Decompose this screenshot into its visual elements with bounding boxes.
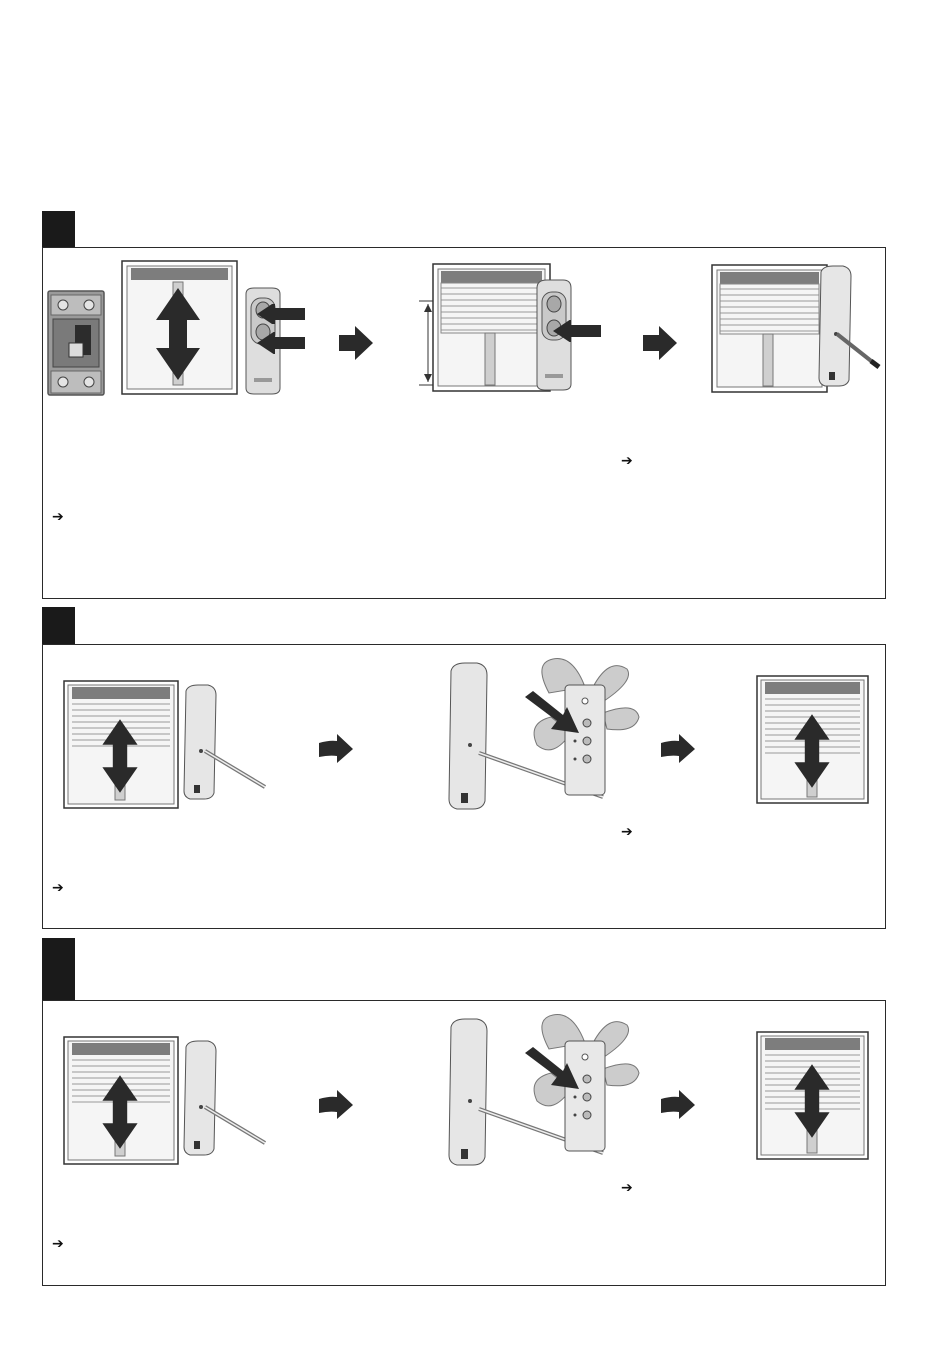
pen-icon bbox=[203, 747, 269, 791]
note-arrow: ➔ bbox=[621, 824, 633, 840]
note-arrow: ➔ bbox=[621, 1180, 633, 1196]
section-2-number-tab bbox=[42, 607, 75, 644]
note-arrow: ➔ bbox=[52, 509, 64, 525]
window-blind-icon bbox=[63, 680, 181, 810]
window-blind-icon bbox=[121, 260, 239, 396]
note-arrow: ➔ bbox=[52, 1236, 64, 1252]
window-blind-icon bbox=[756, 1031, 870, 1161]
step-arrow-icon bbox=[659, 1087, 699, 1123]
section-2-panel bbox=[42, 644, 886, 929]
section-1-panel bbox=[42, 247, 886, 599]
section-3-number-tab bbox=[42, 938, 75, 1000]
remote-control-icon bbox=[815, 264, 855, 390]
circuit-breaker-icon bbox=[47, 289, 107, 397]
note-arrow: ➔ bbox=[621, 453, 633, 469]
step-arrow-icon bbox=[339, 325, 375, 361]
step-arrow-icon bbox=[317, 1087, 357, 1123]
pen-icon bbox=[203, 1103, 269, 1147]
press-arrow-icon bbox=[257, 332, 307, 354]
step-arrow-icon bbox=[643, 325, 679, 361]
window-blind-icon bbox=[756, 675, 870, 805]
section-3-panel bbox=[42, 1000, 886, 1286]
press-arrow-icon bbox=[523, 691, 581, 737]
step-arrow-icon bbox=[659, 731, 699, 767]
pen-icon bbox=[835, 330, 883, 370]
window-blind-icon bbox=[711, 264, 829, 394]
press-arrow-icon bbox=[257, 304, 307, 324]
window-blind-icon bbox=[63, 1036, 181, 1166]
step-arrow-icon bbox=[317, 731, 357, 767]
press-arrow-icon bbox=[523, 1047, 581, 1093]
press-arrow-icon bbox=[553, 320, 603, 342]
note-arrow: ➔ bbox=[52, 880, 64, 896]
section-1-number-tab bbox=[42, 211, 75, 247]
